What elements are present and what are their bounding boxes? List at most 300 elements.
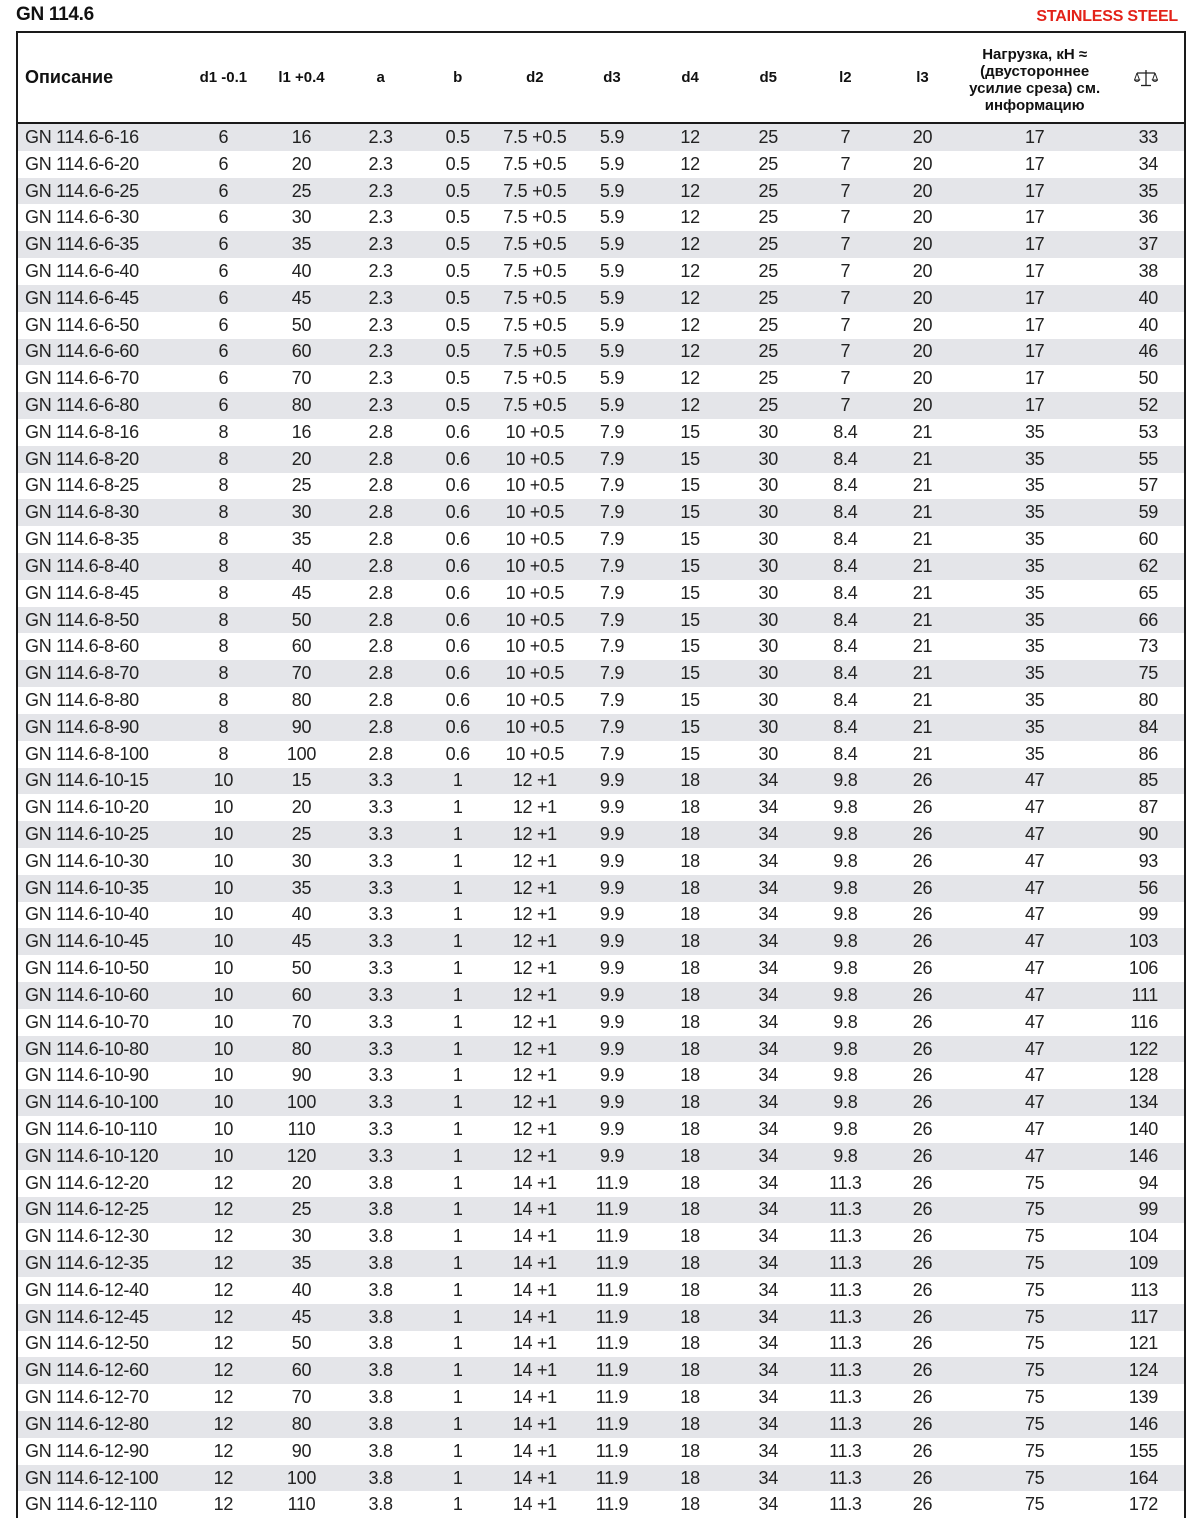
cell-d2: 12 +1: [497, 902, 573, 929]
cell-description: GN 114.6-8-45: [18, 580, 186, 607]
table-row: [18, 1089, 1184, 1116]
cell-l3: 26: [883, 955, 961, 982]
cell-load: 47: [962, 848, 1108, 875]
cell-l3: 26: [883, 821, 961, 848]
cell-d2: 10 +0.5: [497, 553, 573, 580]
cell-b: 1: [419, 1143, 497, 1170]
table-row: [18, 151, 1184, 178]
table-row: [18, 1250, 1184, 1277]
cell-d1: 6: [186, 312, 260, 339]
cell-l2: 9.8: [807, 1062, 883, 1089]
cell-weight: 84: [1108, 714, 1184, 741]
cell-l1: 100: [260, 1089, 342, 1116]
cell-description: GN 114.6-10-40: [18, 902, 186, 929]
cell-d5: 34: [729, 1036, 807, 1063]
cell-l2: 7: [807, 339, 883, 366]
cell-description: GN 114.6-8-30: [18, 499, 186, 526]
cell-description: GN 114.6-8-20: [18, 446, 186, 473]
cell-l1: 35: [260, 1250, 342, 1277]
cell-description: GN 114.6-12-70: [18, 1384, 186, 1411]
cell-d2: 10 +0.5: [497, 580, 573, 607]
cell-d3: 7.9: [573, 607, 651, 634]
cell-d4: 18: [651, 1277, 729, 1304]
cell-l3: 21: [883, 580, 961, 607]
cell-l2: 11.3: [807, 1304, 883, 1331]
table-row: [18, 982, 1184, 1009]
cell-a: 2.8: [343, 660, 419, 687]
cell-d5: 30: [729, 660, 807, 687]
cell-weight: 60: [1108, 526, 1184, 553]
cell-b: 0.5: [419, 151, 497, 178]
cell-l1: 25: [260, 473, 342, 500]
cell-l3: 21: [883, 553, 961, 580]
cell-d2: 12 +1: [497, 1089, 573, 1116]
cell-description: GN 114.6-12-90: [18, 1438, 186, 1465]
cell-d5: 30: [729, 741, 807, 768]
cell-l1: 50: [260, 607, 342, 634]
cell-a: 3.8: [343, 1223, 419, 1250]
cell-description: GN 114.6-12-30: [18, 1223, 186, 1250]
cell-l2: 7: [807, 365, 883, 392]
cell-l2: 7: [807, 178, 883, 205]
cell-weight: 62: [1108, 553, 1184, 580]
cell-l2: 9.8: [807, 902, 883, 929]
cell-b: 0.6: [419, 526, 497, 553]
cell-weight: 103: [1108, 928, 1184, 955]
cell-d5: 30: [729, 526, 807, 553]
cell-b: 1: [419, 848, 497, 875]
cell-weight: 80: [1108, 687, 1184, 714]
cell-d2: 7.5 +0.5: [497, 231, 573, 258]
cell-l3: 26: [883, 1223, 961, 1250]
cell-d1: 12: [186, 1304, 260, 1331]
cell-l3: 26: [883, 848, 961, 875]
cell-l2: 7: [807, 204, 883, 231]
cell-l2: 11.3: [807, 1491, 883, 1518]
cell-l3: 26: [883, 1331, 961, 1358]
cell-d3: 7.9: [573, 741, 651, 768]
cell-d3: 9.9: [573, 1036, 651, 1063]
cell-d4: 12: [651, 365, 729, 392]
cell-d4: 18: [651, 955, 729, 982]
cell-l2: 9.8: [807, 794, 883, 821]
cell-l1: 80: [260, 1036, 342, 1063]
table-row: [18, 1491, 1184, 1518]
cell-d5: 30: [729, 499, 807, 526]
cell-load: 17: [962, 392, 1108, 419]
cell-d1: 12: [186, 1277, 260, 1304]
cell-d4: 18: [651, 928, 729, 955]
cell-d1: 10: [186, 1143, 260, 1170]
cell-d2: 14 +1: [497, 1465, 573, 1492]
col-header-l3: l3: [883, 33, 961, 123]
cell-l1: 20: [260, 151, 342, 178]
table-row: [18, 285, 1184, 312]
cell-load: 47: [962, 928, 1108, 955]
cell-load: 47: [962, 1143, 1108, 1170]
cell-l2: 8.4: [807, 687, 883, 714]
cell-d5: 34: [729, 821, 807, 848]
table-row: [18, 123, 1184, 151]
cell-l3: 21: [883, 660, 961, 687]
cell-load: 47: [962, 982, 1108, 1009]
cell-load: 17: [962, 312, 1108, 339]
cell-load: 35: [962, 633, 1108, 660]
cell-d3: 9.9: [573, 794, 651, 821]
cell-d4: 15: [651, 580, 729, 607]
cell-b: 1: [419, 1170, 497, 1197]
cell-load: 35: [962, 607, 1108, 634]
table-row: [18, 526, 1184, 553]
cell-b: 1: [419, 1465, 497, 1492]
cell-b: 0.6: [419, 607, 497, 634]
table-row: [18, 1170, 1184, 1197]
cell-d4: 15: [651, 714, 729, 741]
cell-d1: 6: [186, 258, 260, 285]
cell-l1: 25: [260, 821, 342, 848]
cell-load: 47: [962, 768, 1108, 795]
cell-b: 0.5: [419, 178, 497, 205]
cell-d4: 18: [651, 848, 729, 875]
cell-d5: 34: [729, 1384, 807, 1411]
cell-d4: 18: [651, 1491, 729, 1518]
col-header-load: Нагрузка, кН ≈ (двустороннее усилие среза) см. информацию: [962, 33, 1108, 123]
cell-weight: 66: [1108, 607, 1184, 634]
col-header-l1: l1 +0.4: [260, 33, 342, 123]
cell-b: 1: [419, 1331, 497, 1358]
cell-d3: 11.9: [573, 1411, 651, 1438]
cell-l1: 20: [260, 446, 342, 473]
cell-l2: 9.8: [807, 955, 883, 982]
cell-d2: 10 +0.5: [497, 446, 573, 473]
cell-d5: 25: [729, 123, 807, 151]
cell-b: 0.6: [419, 553, 497, 580]
cell-d2: 10 +0.5: [497, 687, 573, 714]
cell-l3: 20: [883, 258, 961, 285]
cell-description: GN 114.6-6-16: [18, 123, 186, 151]
cell-load: 75: [962, 1438, 1108, 1465]
cell-description: GN 114.6-12-50: [18, 1331, 186, 1358]
cell-load: 75: [962, 1384, 1108, 1411]
cell-a: 2.8: [343, 553, 419, 580]
cell-l2: 7: [807, 258, 883, 285]
cell-load: 35: [962, 687, 1108, 714]
cell-l2: 11.3: [807, 1331, 883, 1358]
cell-d2: 12 +1: [497, 875, 573, 902]
cell-l3: 21: [883, 473, 961, 500]
cell-d5: 30: [729, 633, 807, 660]
cell-l1: 90: [260, 1438, 342, 1465]
cell-b: 1: [419, 1491, 497, 1518]
cell-l2: 9.8: [807, 821, 883, 848]
cell-l2: 8.4: [807, 419, 883, 446]
cell-d3: 9.9: [573, 875, 651, 902]
cell-d1: 10: [186, 1036, 260, 1063]
cell-a: 3.8: [343, 1277, 419, 1304]
cell-l2: 8.4: [807, 473, 883, 500]
cell-d1: 8: [186, 580, 260, 607]
cell-a: 3.3: [343, 768, 419, 795]
table-row: [18, 1331, 1184, 1358]
table-row: [18, 902, 1184, 929]
cell-d4: 18: [651, 1465, 729, 1492]
cell-l1: 70: [260, 1009, 342, 1036]
table-row: [18, 633, 1184, 660]
cell-load: 75: [962, 1465, 1108, 1492]
cell-d2: 14 +1: [497, 1331, 573, 1358]
cell-d2: 14 +1: [497, 1170, 573, 1197]
cell-d1: 12: [186, 1223, 260, 1250]
cell-description: GN 114.6-12-40: [18, 1277, 186, 1304]
cell-weight: 55: [1108, 446, 1184, 473]
cell-d1: 8: [186, 473, 260, 500]
cell-description: GN 114.6-6-40: [18, 258, 186, 285]
cell-d5: 30: [729, 580, 807, 607]
cell-d4: 12: [651, 231, 729, 258]
cell-b: 0.5: [419, 392, 497, 419]
cell-a: 3.8: [343, 1357, 419, 1384]
cell-d1: 10: [186, 1062, 260, 1089]
cell-d5: 30: [729, 687, 807, 714]
cell-a: 2.3: [343, 258, 419, 285]
cell-d3: 7.9: [573, 687, 651, 714]
table-row: [18, 446, 1184, 473]
dimensions-table: [18, 33, 1184, 1518]
cell-d1: 8: [186, 499, 260, 526]
cell-d4: 12: [651, 178, 729, 205]
cell-l3: 26: [883, 1089, 961, 1116]
cell-d2: 14 +1: [497, 1250, 573, 1277]
cell-b: 1: [419, 928, 497, 955]
cell-d4: 12: [651, 258, 729, 285]
cell-load: 47: [962, 1009, 1108, 1036]
cell-d3: 9.9: [573, 1116, 651, 1143]
cell-weight: 36: [1108, 204, 1184, 231]
cell-l1: 70: [260, 660, 342, 687]
table-row: [18, 419, 1184, 446]
cell-a: 3.3: [343, 1009, 419, 1036]
cell-d1: 12: [186, 1170, 260, 1197]
cell-l3: 21: [883, 607, 961, 634]
cell-l3: 20: [883, 123, 961, 151]
cell-load: 75: [962, 1197, 1108, 1224]
cell-l2: 11.3: [807, 1197, 883, 1224]
cell-weight: 75: [1108, 660, 1184, 687]
cell-l3: 26: [883, 1304, 961, 1331]
cell-b: 1: [419, 902, 497, 929]
cell-d3: 11.9: [573, 1384, 651, 1411]
cell-load: 35: [962, 660, 1108, 687]
cell-l3: 26: [883, 1116, 961, 1143]
cell-weight: 111: [1108, 982, 1184, 1009]
cell-d2: 10 +0.5: [497, 660, 573, 687]
cell-l3: 20: [883, 178, 961, 205]
table-row: [18, 553, 1184, 580]
cell-d1: 8: [186, 660, 260, 687]
table-row: [18, 794, 1184, 821]
cell-d2: 12 +1: [497, 848, 573, 875]
cell-l1: 50: [260, 312, 342, 339]
table-row: [18, 1009, 1184, 1036]
cell-description: GN 114.6-8-16: [18, 419, 186, 446]
table-row: [18, 312, 1184, 339]
cell-d4: 15: [651, 607, 729, 634]
cell-weight: 134: [1108, 1089, 1184, 1116]
cell-weight: 172: [1108, 1491, 1184, 1518]
cell-l1: 16: [260, 419, 342, 446]
cell-d4: 18: [651, 1304, 729, 1331]
cell-b: 1: [419, 1357, 497, 1384]
cell-d2: 7.5 +0.5: [497, 258, 573, 285]
cell-load: 75: [962, 1491, 1108, 1518]
cell-d5: 25: [729, 339, 807, 366]
cell-d3: 5.9: [573, 204, 651, 231]
cell-d3: 11.9: [573, 1197, 651, 1224]
cell-weight: 106: [1108, 955, 1184, 982]
table-row: [18, 1438, 1184, 1465]
cell-l1: 30: [260, 204, 342, 231]
cell-description: GN 114.6-10-80: [18, 1036, 186, 1063]
cell-weight: 59: [1108, 499, 1184, 526]
cell-l3: 21: [883, 499, 961, 526]
cell-d5: 34: [729, 1250, 807, 1277]
cell-l1: 80: [260, 392, 342, 419]
cell-l3: 26: [883, 1491, 961, 1518]
cell-load: 35: [962, 419, 1108, 446]
table-row: [18, 473, 1184, 500]
cell-b: 1: [419, 821, 497, 848]
cell-d2: 12 +1: [497, 982, 573, 1009]
cell-b: 1: [419, 1250, 497, 1277]
cell-b: 1: [419, 1384, 497, 1411]
cell-d5: 34: [729, 1438, 807, 1465]
cell-d3: 9.9: [573, 982, 651, 1009]
cell-d4: 18: [651, 768, 729, 795]
cell-d2: 12 +1: [497, 1116, 573, 1143]
cell-d2: 14 +1: [497, 1304, 573, 1331]
cell-description: GN 114.6-6-70: [18, 365, 186, 392]
cell-load: 47: [962, 821, 1108, 848]
cell-load: 17: [962, 151, 1108, 178]
cell-l2: 7: [807, 123, 883, 151]
cell-l2: 9.8: [807, 768, 883, 795]
cell-d3: 5.9: [573, 258, 651, 285]
cell-d5: 25: [729, 151, 807, 178]
cell-l3: 26: [883, 1465, 961, 1492]
cell-a: 3.8: [343, 1438, 419, 1465]
cell-l2: 11.3: [807, 1411, 883, 1438]
cell-d3: 7.9: [573, 446, 651, 473]
cell-d4: 18: [651, 821, 729, 848]
cell-d2: 12 +1: [497, 928, 573, 955]
cell-d2: 10 +0.5: [497, 473, 573, 500]
cell-d3: 9.9: [573, 902, 651, 929]
cell-l2: 7: [807, 392, 883, 419]
cell-weight: 38: [1108, 258, 1184, 285]
cell-description: GN 114.6-12-45: [18, 1304, 186, 1331]
cell-d2: 14 +1: [497, 1411, 573, 1438]
cell-weight: 94: [1108, 1170, 1184, 1197]
cell-l2: 9.8: [807, 1116, 883, 1143]
cell-l3: 20: [883, 285, 961, 312]
col-header-d2: d2: [497, 33, 573, 123]
table-row: [18, 204, 1184, 231]
cell-a: 3.8: [343, 1250, 419, 1277]
table-row: [18, 687, 1184, 714]
cell-d5: 34: [729, 928, 807, 955]
cell-d3: 9.9: [573, 928, 651, 955]
cell-load: 47: [962, 1062, 1108, 1089]
table-row: [18, 499, 1184, 526]
cell-d1: 10: [186, 821, 260, 848]
cell-d4: 12: [651, 392, 729, 419]
cell-load: 75: [962, 1277, 1108, 1304]
cell-d3: 5.9: [573, 178, 651, 205]
cell-d5: 25: [729, 285, 807, 312]
cell-d2: 10 +0.5: [497, 714, 573, 741]
cell-b: 0.6: [419, 660, 497, 687]
cell-d5: 34: [729, 848, 807, 875]
cell-b: 0.6: [419, 473, 497, 500]
cell-l1: 60: [260, 633, 342, 660]
cell-d3: 5.9: [573, 339, 651, 366]
cell-d1: 12: [186, 1438, 260, 1465]
cell-d1: 12: [186, 1357, 260, 1384]
cell-d5: 34: [729, 902, 807, 929]
cell-l1: 80: [260, 1411, 342, 1438]
cell-d1: 6: [186, 231, 260, 258]
cell-load: 75: [962, 1411, 1108, 1438]
cell-d1: 8: [186, 687, 260, 714]
cell-description: GN 114.6-12-35: [18, 1250, 186, 1277]
cell-d4: 18: [651, 875, 729, 902]
cell-l1: 70: [260, 1384, 342, 1411]
cell-weight: 93: [1108, 848, 1184, 875]
cell-d1: 10: [186, 902, 260, 929]
cell-l1: 15: [260, 768, 342, 795]
table-row: [18, 1357, 1184, 1384]
cell-d5: 25: [729, 231, 807, 258]
cell-d1: 8: [186, 526, 260, 553]
cell-b: 1: [419, 1223, 497, 1250]
cell-weight: 99: [1108, 902, 1184, 929]
cell-weight: 37: [1108, 231, 1184, 258]
cell-d5: 34: [729, 1357, 807, 1384]
cell-d1: 12: [186, 1197, 260, 1224]
cell-d1: 10: [186, 1116, 260, 1143]
cell-d5: 25: [729, 178, 807, 205]
cell-d5: 25: [729, 204, 807, 231]
cell-a: 3.8: [343, 1197, 419, 1224]
cell-l1: 45: [260, 928, 342, 955]
cell-l3: 20: [883, 151, 961, 178]
cell-l2: 9.8: [807, 1036, 883, 1063]
cell-l1: 50: [260, 955, 342, 982]
cell-d4: 18: [651, 1170, 729, 1197]
cell-l3: 20: [883, 365, 961, 392]
cell-d1: 10: [186, 928, 260, 955]
cell-d4: 18: [651, 1411, 729, 1438]
cell-a: 2.8: [343, 607, 419, 634]
cell-d2: 14 +1: [497, 1357, 573, 1384]
cell-weight: 52: [1108, 392, 1184, 419]
cell-weight: 50: [1108, 365, 1184, 392]
cell-d1: 12: [186, 1250, 260, 1277]
cell-load: 17: [962, 204, 1108, 231]
cell-d1: 10: [186, 875, 260, 902]
cell-b: 0.5: [419, 231, 497, 258]
cell-d3: 11.9: [573, 1250, 651, 1277]
